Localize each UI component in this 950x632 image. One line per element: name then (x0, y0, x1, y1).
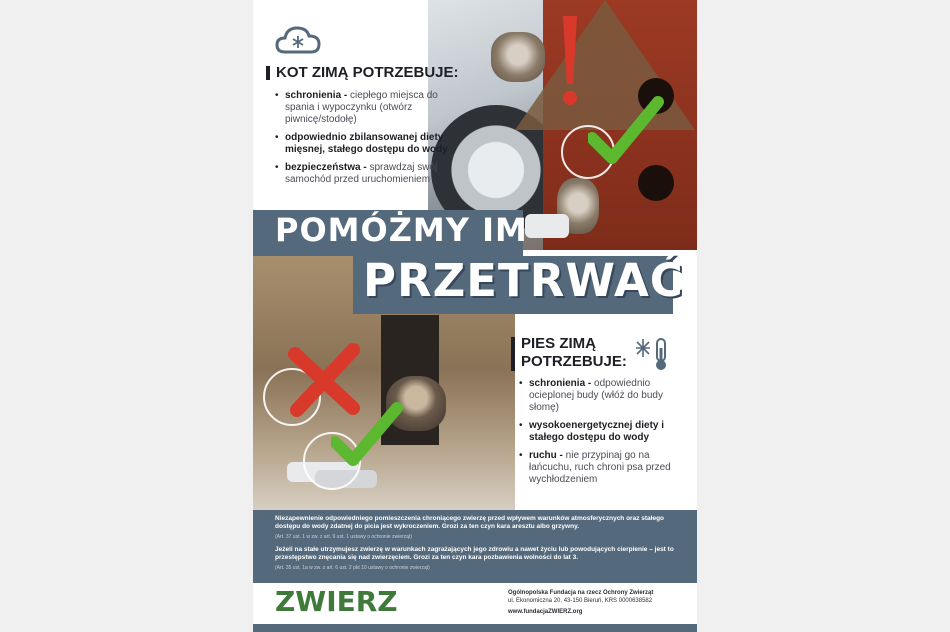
org-address: ul. Ekonomiczna 20, 43-150 Bieruń, KRS 0000638582 (508, 598, 653, 604)
cat-on-wheel (491, 32, 545, 82)
banner-title-line2: PRZETRWAĆ (363, 254, 684, 307)
banner-title-line1: POMÓŻMY IM (275, 211, 528, 249)
heading-bar (511, 337, 515, 371)
cat-needs-list (275, 90, 450, 192)
thermometer-snow-icon (635, 336, 671, 372)
check-icon (588, 96, 664, 172)
list-item (275, 90, 450, 126)
legal-reference-2: (Art. 35 ust. 1a w zw. z art. 6 ust. 2 pkt 10 ustawy o ochronie zwierząt) (275, 565, 430, 571)
list-item (519, 420, 689, 444)
heading-bar (266, 66, 270, 80)
cat-bowl (525, 214, 569, 238)
dog-heading (521, 335, 627, 371)
item-bold: ruchu - (529, 450, 563, 461)
cat-heading (276, 64, 459, 82)
legal-notice (253, 510, 697, 583)
legal-paragraph-2: Jeżeli na stałe utrzymujesz zwierzę w warunkach zagrażających jego zdrowiu a nawet życiu lub powodujących cierpienie – jest to przestępstwo znęcania się nad zwierzęciem. Grozi za ten czyn kara pozbawienia wolności do lat 3. (275, 546, 674, 561)
legal-reference-1: (Art. 37 ust. 1 w zw. z art. 9 ust. 1 ustawy o ochronie zwierząt) (275, 534, 412, 540)
exclamation-icon (558, 14, 582, 106)
list-item (519, 378, 689, 414)
item-bold: odpowiednio zbilansowanej diety mięsnej, stałego dostępu do wody (285, 132, 448, 155)
snow-cloud-icon (275, 22, 321, 56)
org-info (508, 589, 688, 616)
org-name: Ogólnopolska Fundacja na rzecz Ochrony Zwierząt (508, 590, 654, 596)
item-bold: schronienia - (529, 378, 592, 389)
org-website: www.fundacjaZWIERZ.org (508, 609, 583, 615)
dog-heading-line1: PIES ZIMĄ (521, 335, 597, 352)
list-item (275, 162, 450, 186)
item-text: sprawdzaj swój samochód przed uruchomieniem (285, 162, 438, 185)
list-item (519, 450, 689, 486)
poster (253, 0, 697, 632)
item-text: odpowiednio ocieplonej budy (włóż do budy słomę) (529, 378, 663, 413)
item-bold: bezpieczeństwa - (285, 162, 367, 173)
dog-needs-list (519, 378, 689, 492)
item-bold: schronienia - (285, 90, 348, 101)
cat-heading-text: KOT ZIMĄ POTRZEBUJE: (276, 64, 459, 81)
bottom-strip (253, 624, 697, 632)
list-item (275, 132, 450, 156)
zwierz-logo: ZWIERZ (275, 585, 398, 618)
item-text: nie przypinaj go na łańcuchu, ruch chroni psa przed wychłodzeniem (529, 450, 671, 485)
item-bold: wysokoenergetycznej diety i stałego dostępu do wody (529, 420, 665, 443)
item-text: ciepłego miejsca do spania i wypoczynku (otwórz piwnicę/stodołę) (285, 90, 438, 125)
dog-heading-line2: POTRZEBUJE: (521, 353, 627, 370)
legal-paragraph-1: Niezapewnienie odpowiedniego pomieszczenia chroniącego zwierzę przed wpływem warunków atmosferycznych oraz stałego dostępu do wody zdatnej do picia jest wykroczeniem. Grozi za ten czyn kara aresztu albo grzywny. (275, 515, 665, 530)
check-icon (331, 402, 403, 474)
